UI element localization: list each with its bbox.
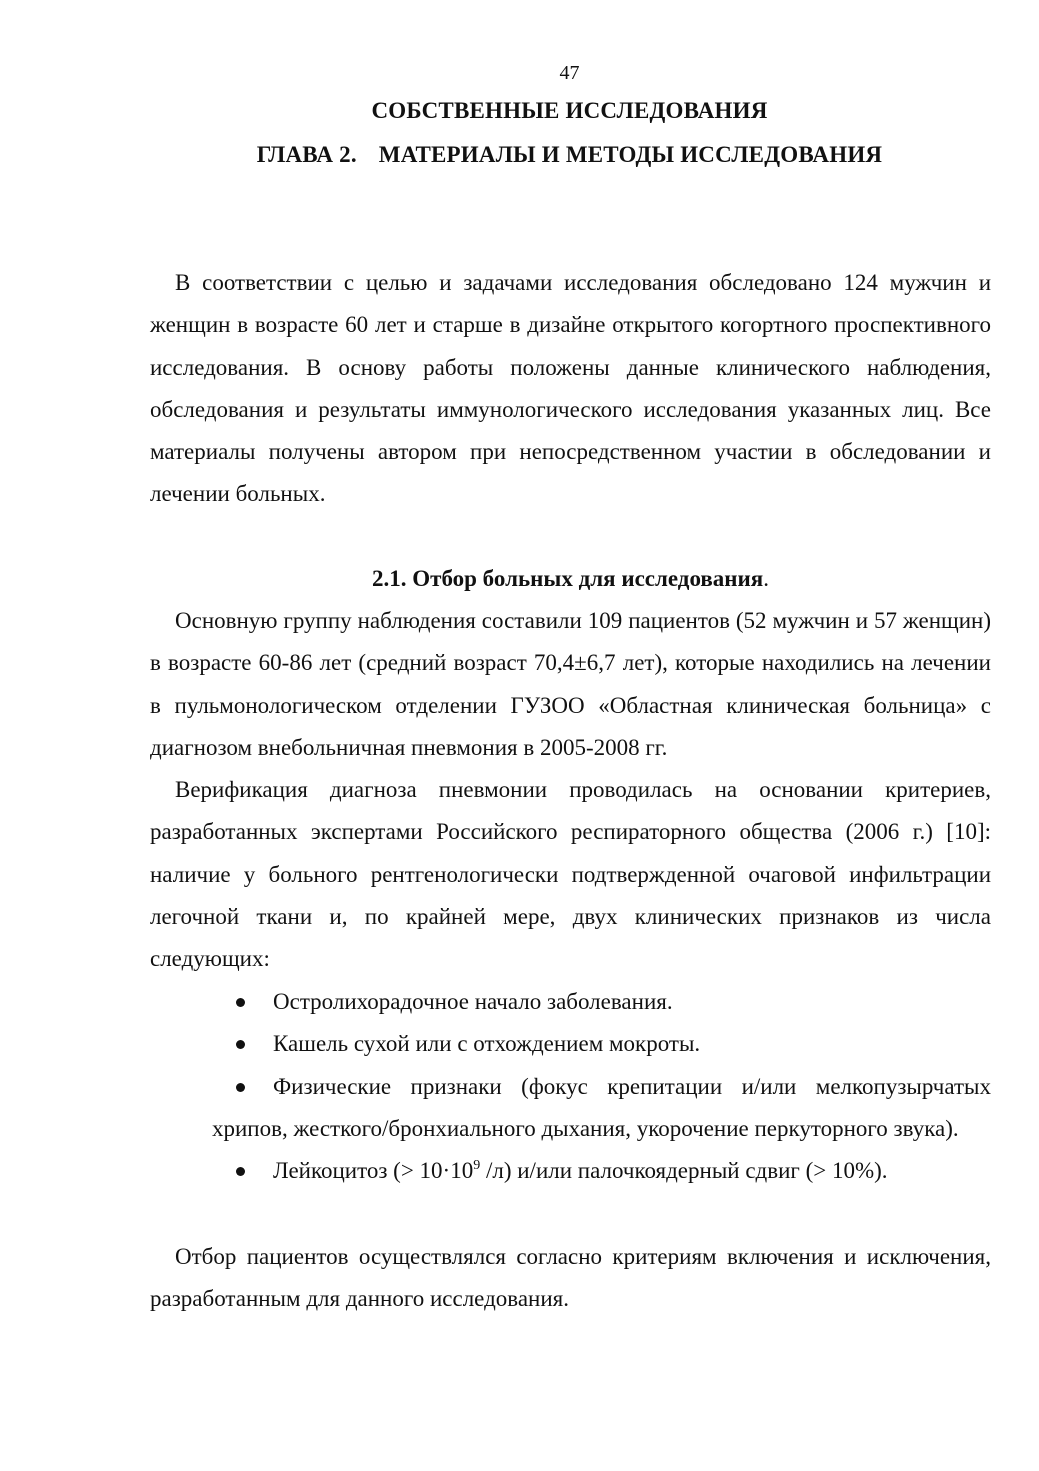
list-item-text: Кашель сухой или с отхождением мокроты. (273, 1031, 701, 1057)
page-number: 47 (559, 62, 580, 84)
subsection-title-suffix: . (763, 566, 769, 591)
chapter-number: ГЛАВА 2. (256, 142, 357, 167)
selection-paragraph: Отбор пациентов осуществлялся согласно критериям включения и исключения, разработанным для данного исследования. (150, 1244, 991, 1312)
chapter-heading (0, 142, 1039, 168)
bullet-icon (236, 1040, 245, 1049)
superscript-exponent: 9 (473, 1158, 481, 1174)
list-item (212, 1023, 991, 1065)
intro-paragraph: В соответствии с целью и задачами исследования обследовано 124 мужчин и женщин в возрасте 60 лет и старше в дизайне открытого когортного проспективного исследования. В основу работы положены данные клинического наблюдения, обследования и результаты иммунологического исследования указанных лиц. Все материалы получены автором при непосредственном участии в обследовании и лечении больных. (150, 270, 991, 507)
list-item-text-after: /л) и/или палочкоядерный сдвиг (> 10%). (480, 1158, 888, 1184)
list-item-text: Остролихорадочное начало заболевания. (273, 989, 673, 1014)
list-item-text-before: Лейкоцитоз (> 10·10 (273, 1158, 474, 1184)
criteria-list (212, 981, 991, 1192)
chapter-title: МАТЕРИАЛЫ И МЕТОДЫ ИССЛЕДОВАНИЯ (378, 142, 883, 167)
verification-paragraph: Верификация диагноза пневмонии проводилась на основании критериев, разработанных экспертами Российского респираторного общества (2006 г.) [10]: наличие у больного рентгенологически подтвержденной очаговой инфильтрации легочной ткани и, по крайней мере, двух клинических признаков из числа следующих: (150, 777, 991, 972)
group-paragraph: Основную группу наблюдения составили 109 пациентов (52 мужчин и 57 женщин) в возрасте 60-86 лет (средний возраст 70,4±6,7 лет), которые находились на лечении в пульмонологическом отделении ГУЗОО «Областная клиническая больница» с диагнозом внебольничная пневмония в 2005-2008 гг. (150, 608, 991, 760)
list-item (212, 1066, 991, 1151)
list-item (212, 1150, 991, 1192)
bullet-icon (236, 1083, 245, 1092)
subsection-title: 2.1. Отбор больных для исследования (372, 566, 764, 591)
bullet-icon (236, 1167, 245, 1176)
section-title: СОБСТВЕННЫЕ ИССЛЕДОВАНИЯ (371, 98, 768, 123)
subsection-heading (150, 562, 991, 596)
bullet-icon (236, 998, 245, 1007)
list-item-text: Физические признаки (фокус крепитации и/или мелкопузырчатых хрипов, жесткого/бронхиального дыхания, укорочение перкуторного звука). (212, 1073, 991, 1141)
list-item (212, 981, 991, 1023)
